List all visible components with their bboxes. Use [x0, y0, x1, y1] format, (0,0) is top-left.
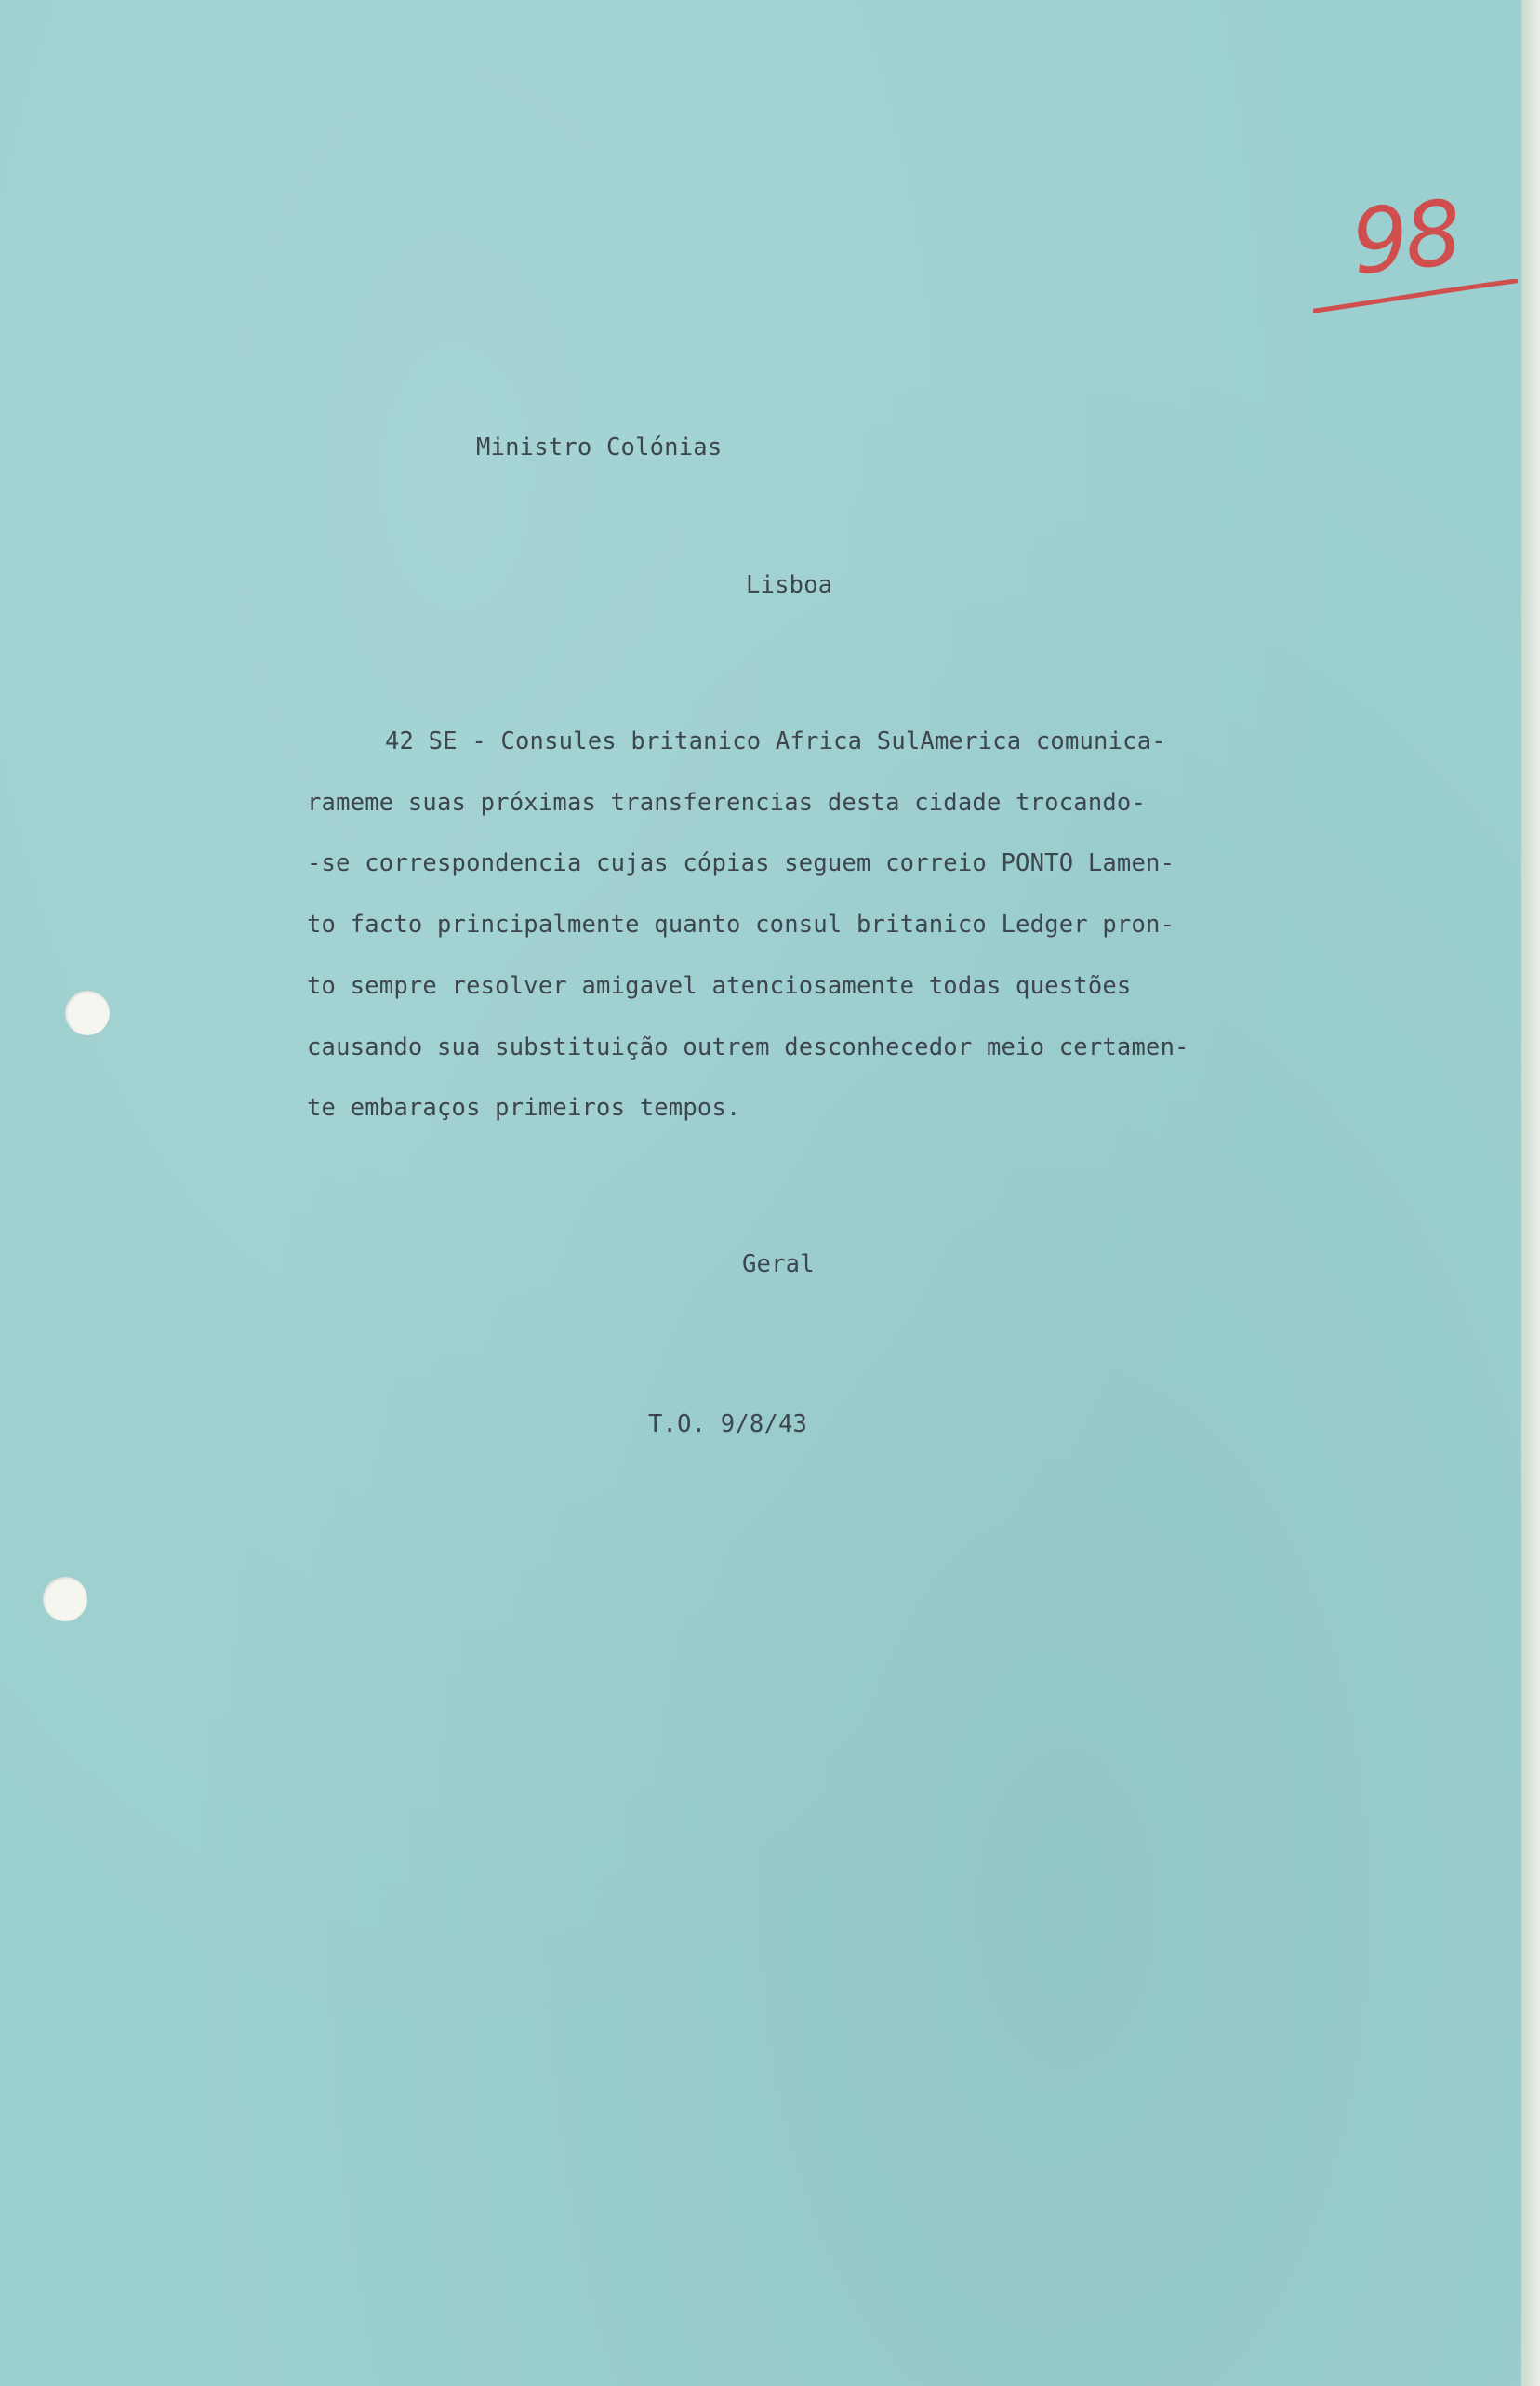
- sheet-edge: [1521, 0, 1540, 2386]
- folio-number: 98: [1347, 180, 1464, 296]
- body-line: causando sua substituição outrem desconhecedor meio certamen-: [307, 1033, 1189, 1061]
- punch-hole-lower: [43, 1577, 87, 1621]
- body-line: to facto principalmente quanto consul britanico Ledger pron-: [307, 911, 1175, 939]
- body-line: rameme suas próximas transferencias desta cidade trocando-: [307, 789, 1147, 817]
- dispatch-date: T.O. 9/8/43: [648, 1410, 808, 1438]
- signature: Geral: [742, 1250, 815, 1278]
- body-line: 42 SE - Consules britanico Africa SulAmerica comunica-: [385, 727, 1166, 755]
- city: Lisboa: [746, 571, 833, 599]
- punch-hole-upper: [65, 991, 110, 1035]
- body-line: to sempre resolver amigavel atenciosamente todas questões: [307, 972, 1132, 1000]
- addressee: Ministro Colónias: [476, 433, 723, 461]
- body-line: -se correspondencia cujas cópias seguem correio PONTO Lamen-: [307, 849, 1175, 877]
- folio-underline: [1313, 279, 1518, 316]
- body-line: te embaraços primeiros tempos.: [307, 1094, 741, 1122]
